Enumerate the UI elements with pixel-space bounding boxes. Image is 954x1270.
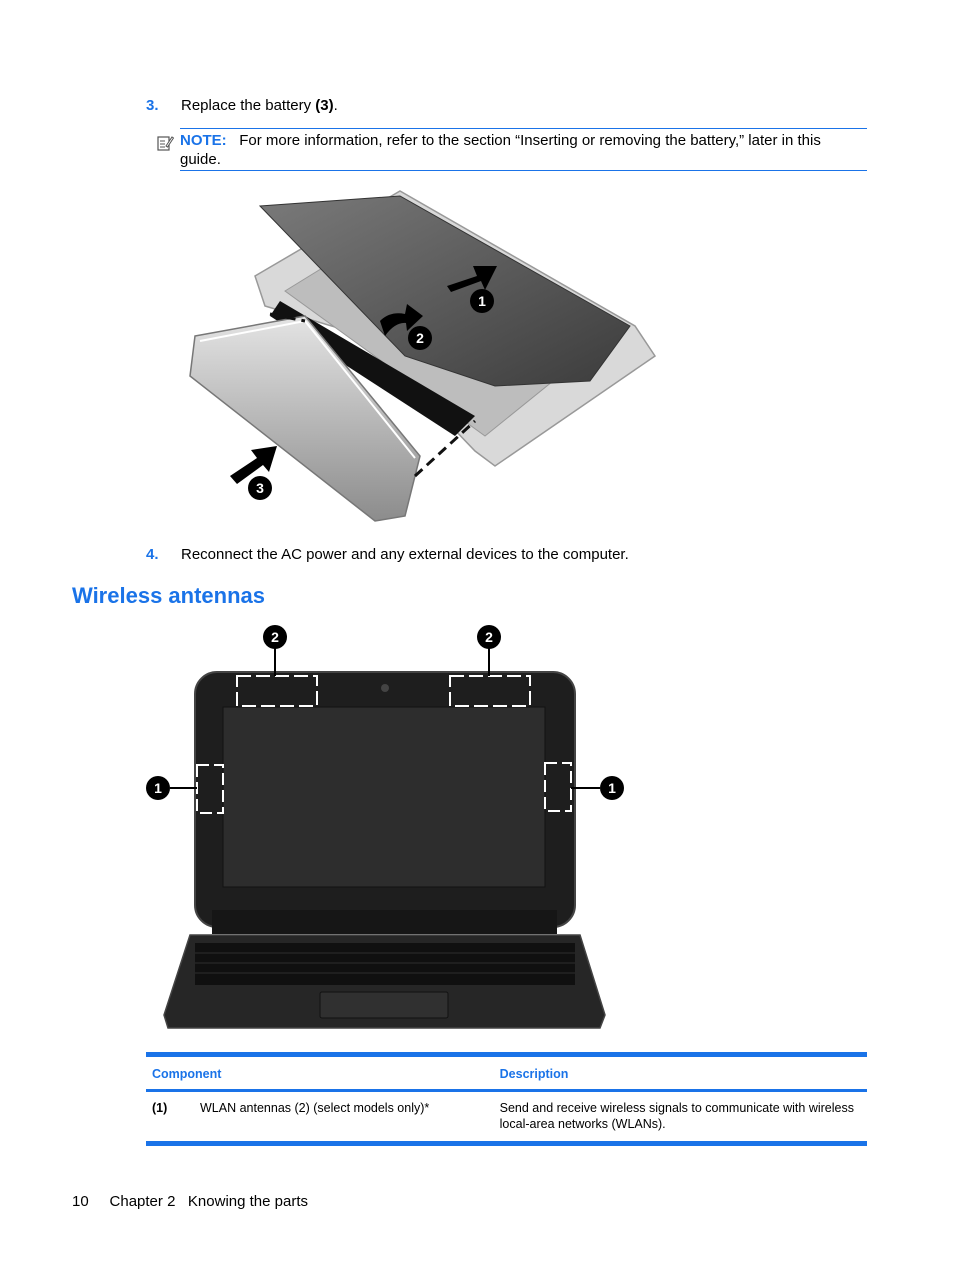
laptop-hinge: [212, 910, 557, 934]
note-icon: [156, 134, 174, 152]
page-footer: [72, 1193, 308, 1210]
chapter-label: Chapter 2: [109, 1193, 176, 1210]
row-description-line-2: local-area networks (WLANs).: [499, 1117, 666, 1131]
battery-figure: [185, 186, 660, 526]
page-number: 10: [72, 1193, 89, 1210]
step-number: 4.: [146, 546, 159, 563]
step-text: [181, 97, 338, 114]
row-description-line-1: Send and receive wireless signals to communicate with wireless: [499, 1101, 854, 1115]
section-title: Wireless antennas: [72, 583, 265, 608]
step-text-bold: (3): [315, 97, 334, 114]
note-text-1: For more information, refer to the section “Inserting or removing the battery,” later in this: [239, 132, 821, 149]
step-text: Reconnect the AC power and any external devices to the computer.: [181, 546, 629, 563]
touchpad: [320, 992, 448, 1018]
webcam-icon: [381, 684, 389, 692]
row-description: [494, 1091, 867, 1144]
table-header-row: [146, 1055, 867, 1091]
note-label: NOTE:: [180, 132, 227, 149]
callout-1-left: 1: [154, 780, 162, 796]
callout-2-left: 2: [271, 629, 279, 645]
callout-2: 2: [416, 330, 424, 346]
row-component: WLAN antennas (2) (select models only)*: [194, 1091, 494, 1144]
laptop-screen: [223, 707, 545, 887]
row-number: (1): [146, 1091, 194, 1144]
header-description: Description: [494, 1055, 867, 1091]
note-text-2: guide.: [180, 151, 221, 168]
table-row: [146, 1091, 867, 1144]
callout-1: 1: [478, 293, 486, 309]
header-component: Component: [146, 1055, 494, 1091]
step-text-pre: Replace the battery: [181, 97, 316, 114]
antenna-figure: [140, 620, 630, 1035]
component-table: [146, 1052, 867, 1146]
callout-2-right: 2: [485, 629, 493, 645]
note-line-1: [180, 131, 867, 150]
callout-1-right: 1: [608, 780, 616, 796]
chapter-title: Knowing the parts: [187, 1193, 308, 1210]
step-text-post: .: [333, 97, 338, 114]
note-box: [180, 128, 867, 171]
callout-3: 3: [256, 480, 264, 496]
step-number: 3.: [146, 97, 159, 114]
keyboard: [195, 943, 575, 985]
